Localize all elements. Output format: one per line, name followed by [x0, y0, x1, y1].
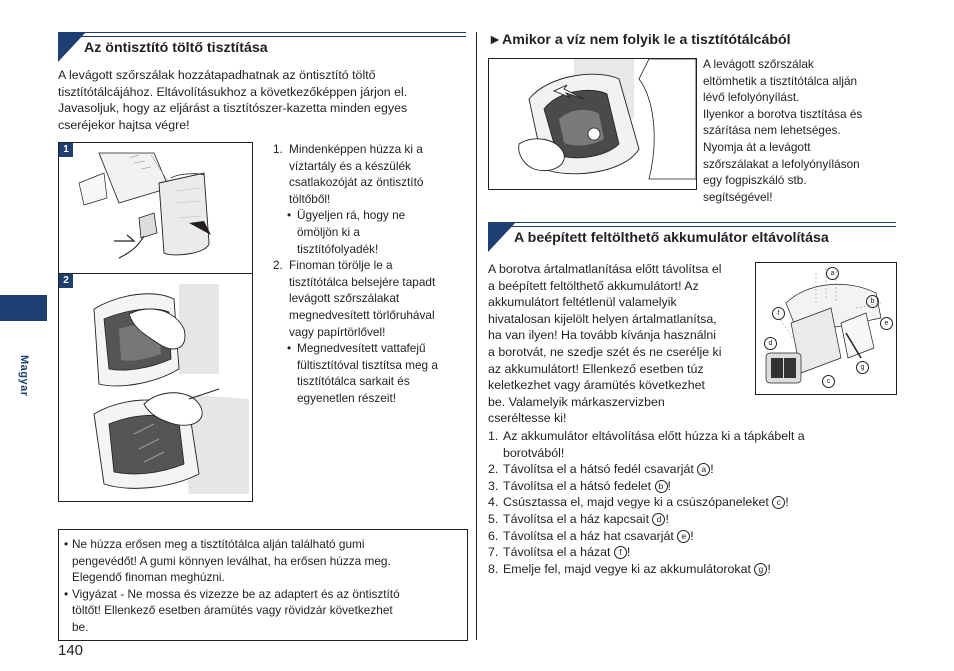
battery-line: a beépített feltölthető akkumulátort! Az	[488, 278, 699, 293]
battery-line: A borotva ártalmatlanítása előtt távolítsa el	[488, 262, 722, 276]
circled-letter: a	[697, 463, 710, 476]
intro-paragraph	[58, 67, 468, 133]
step-text: !	[665, 511, 669, 526]
section-header-battery	[488, 222, 896, 248]
column-divider	[476, 32, 477, 640]
bullet-mark: •	[287, 208, 292, 223]
bullet-mark: •	[64, 537, 69, 551]
figure-2	[58, 273, 253, 502]
intro-line: tisztítótálcájához. Eltávolításukhoz a következőképpen járjon el.	[58, 84, 408, 99]
caution-line: Vigyázat - Ne mossa és vizezze be az adaptert és az öntisztító	[72, 586, 400, 601]
step-item	[273, 141, 468, 207]
step-line: tisztítótálca belsejére tapadt	[289, 274, 436, 289]
step-line: Mindenképpen húzza ki a	[289, 142, 423, 156]
battery-step	[488, 528, 898, 545]
language-tab	[0, 295, 47, 321]
bullet-line: tisztítótálca sarkait és	[297, 374, 410, 389]
step-text: Távolítsa el a hátsó fedél csavarját	[503, 462, 698, 477]
charger-unplug-illustration	[59, 143, 252, 274]
intro-line: cseréjekor hajtsa végre!	[58, 117, 190, 132]
battery-line: az akkumulátort! Ellenkező esetben túz	[488, 361, 704, 376]
battery-step	[488, 461, 898, 478]
figure-number: 2	[59, 274, 73, 288]
step-number: 3.	[488, 478, 499, 493]
bullet-line: egyenetlen részeit!	[297, 390, 397, 405]
intro-line: Javasoljuk, hogy az eljárást a tisztítószer-kazetta minden egyes	[58, 101, 408, 116]
figure-number: 1	[59, 143, 73, 157]
step-line: csatlakozóját az öntisztító	[289, 175, 424, 190]
drain-line: segítségével!	[703, 189, 773, 204]
battery-line: cseréltesse ki!	[488, 411, 567, 426]
section-header-cleaning	[58, 32, 466, 58]
circled-letter: e	[677, 530, 690, 543]
circled-letter: b	[655, 480, 668, 493]
intro-line: A levágott szőrszálak hozzátapadhatnak az öntisztító töltő	[58, 68, 376, 82]
drain-line: lévő lefolyónyílást.	[703, 90, 800, 105]
caution-line: pengevédőt! A gumi könnyen leválhat, ha erősen húzza meg.	[72, 553, 391, 568]
bullet-item	[273, 207, 468, 257]
step-text: !	[626, 545, 631, 560]
bullet-line: fültisztítóval tisztítsa meg a	[297, 357, 438, 372]
step-number: 2.	[273, 258, 283, 273]
battery-paragraph	[488, 261, 758, 427]
bullet-line: tisztítófolyadék!	[297, 241, 379, 256]
step-number: 2.	[488, 462, 499, 477]
step-line: vagy papírtörlővel!	[289, 324, 386, 339]
battery-line: hivatalosan kijelölt helyen ártalmatlanítsa,	[488, 311, 717, 326]
step-text: Csúsztassa el, majd vegye ki a csúszópaneleket	[503, 495, 773, 510]
battery-line: keletkezhet vagy áramütés következhet	[488, 378, 705, 393]
drain-line: Nyomja át a levágott	[703, 139, 811, 154]
drain-line: szárítása nem lehetséges.	[703, 123, 841, 138]
step-number: 1.	[488, 429, 499, 443]
step-number: 1.	[273, 142, 283, 156]
caution-line: Ne húzza erősen meg a tisztítótálca alján található gumi	[72, 537, 365, 551]
caution-box	[58, 529, 468, 641]
battery-line: ha van ilyen! Ha tovább kívánja használni	[488, 328, 716, 343]
step-number: 7.	[488, 545, 499, 560]
cleaning-steps	[273, 141, 468, 407]
step-text: borotvából!	[503, 445, 565, 460]
step-item	[273, 257, 468, 340]
diagram-label: a	[826, 267, 839, 280]
diagram-label: d	[764, 337, 777, 350]
drain-line: A levágott szőrszálak	[703, 57, 814, 71]
diagram-label: e	[880, 317, 893, 330]
step-line: levágott szőrszálakat	[289, 291, 400, 306]
battery-diagram	[755, 262, 897, 395]
diagram-label: f	[772, 307, 785, 320]
step-text: Távolítsa el a házat	[503, 545, 614, 560]
bullet-mark: •	[287, 341, 292, 356]
circled-letter: f	[614, 546, 627, 559]
drain-instructions	[703, 56, 903, 205]
drain-line: eltömhetik a tisztítótálca alján	[703, 73, 858, 88]
battery-line: a borotvát, ne szedje szét és ne cserélje ki	[488, 344, 722, 359]
step-line: töltőből!	[289, 191, 331, 206]
step-text: !	[690, 528, 694, 543]
diagram-label: b	[866, 295, 879, 308]
toothpick-drain-illustration	[489, 59, 696, 189]
battery-line: be. Valamelyik márkaszervizben	[488, 394, 665, 409]
battery-step	[488, 561, 898, 578]
battery-step	[488, 511, 898, 528]
drain-line: Ilyenkor a borotva tisztítása és	[703, 106, 863, 121]
diagram-label: c	[822, 375, 835, 388]
step-line: megnedvesített törlőruhával	[289, 307, 435, 322]
circled-letter: c	[772, 496, 785, 509]
battery-step	[488, 478, 898, 495]
subsection-title: Amikor a víz nem folyik le a tisztítótálcából	[502, 32, 791, 48]
section-title: Az öntisztító töltő tisztítása	[84, 40, 268, 56]
diagram-label: g	[856, 361, 869, 374]
step-number: 6.	[488, 528, 499, 543]
bullet-line: Megnedvesített vattafejű	[297, 341, 426, 356]
step-line: Finoman törölje le a	[289, 258, 393, 273]
drain-line: szőrszálakat a lefolyónyíláson	[703, 156, 860, 171]
bullet-line: Ügyeljen rá, hogy ne	[297, 208, 406, 223]
caution-item	[59, 530, 467, 586]
step-text: !	[785, 495, 789, 510]
page-number: 140	[58, 642, 84, 659]
step-text: !	[667, 478, 671, 493]
battery-step	[488, 544, 898, 561]
bullet-mark: •	[64, 586, 69, 601]
language-label: Magyar	[18, 355, 30, 397]
arrow-right-icon: ►	[488, 32, 503, 48]
step-line: víztartály és a készülék	[289, 158, 411, 173]
bullet-item	[273, 340, 468, 406]
step-text: Távolítsa el a ház kapcsait	[503, 511, 653, 526]
step-text: Emelje fel, majd vegye ki az akkumulátorokat	[503, 561, 755, 576]
battery-step	[488, 428, 898, 461]
step-number: 5.	[488, 511, 499, 526]
figure-1	[58, 142, 253, 275]
circled-letter: d	[652, 513, 665, 526]
step-text: !	[710, 462, 714, 477]
step-number: 8.	[488, 561, 499, 576]
drain-figure	[488, 58, 697, 190]
section-title: A beépített feltölthető akkumulátor eltávolítása	[514, 230, 829, 246]
drain-line: egy fogpiszkáló stb.	[703, 173, 807, 188]
step-text: Távolítsa el a ház hat csavarját	[503, 528, 678, 543]
battery-line: akkumulátort feltétlenül valamelyik	[488, 295, 677, 310]
bullet-line: ömöljön ki a	[297, 224, 360, 239]
battery-steps	[488, 428, 898, 577]
caution-line: töltőt! Ellenkező esetben áramütés vagy rövidzár következhet	[72, 603, 393, 618]
step-text: !	[767, 561, 771, 576]
caution-line: be.	[72, 619, 89, 634]
step-number: 4.	[488, 495, 499, 510]
subsection-header-drain	[488, 32, 791, 48]
circled-letter: g	[754, 563, 767, 576]
tray-wiping-illustration	[59, 274, 252, 501]
caution-item	[59, 586, 467, 636]
battery-step	[488, 494, 898, 511]
caution-line: Elegendő finoman meghúzni.	[72, 570, 225, 585]
step-text: Távolítsa el a hátsó fedelet	[503, 478, 655, 493]
step-text: Az akkumulátor eltávolítása előtt húzza ki a tápkábelt a	[503, 429, 805, 443]
